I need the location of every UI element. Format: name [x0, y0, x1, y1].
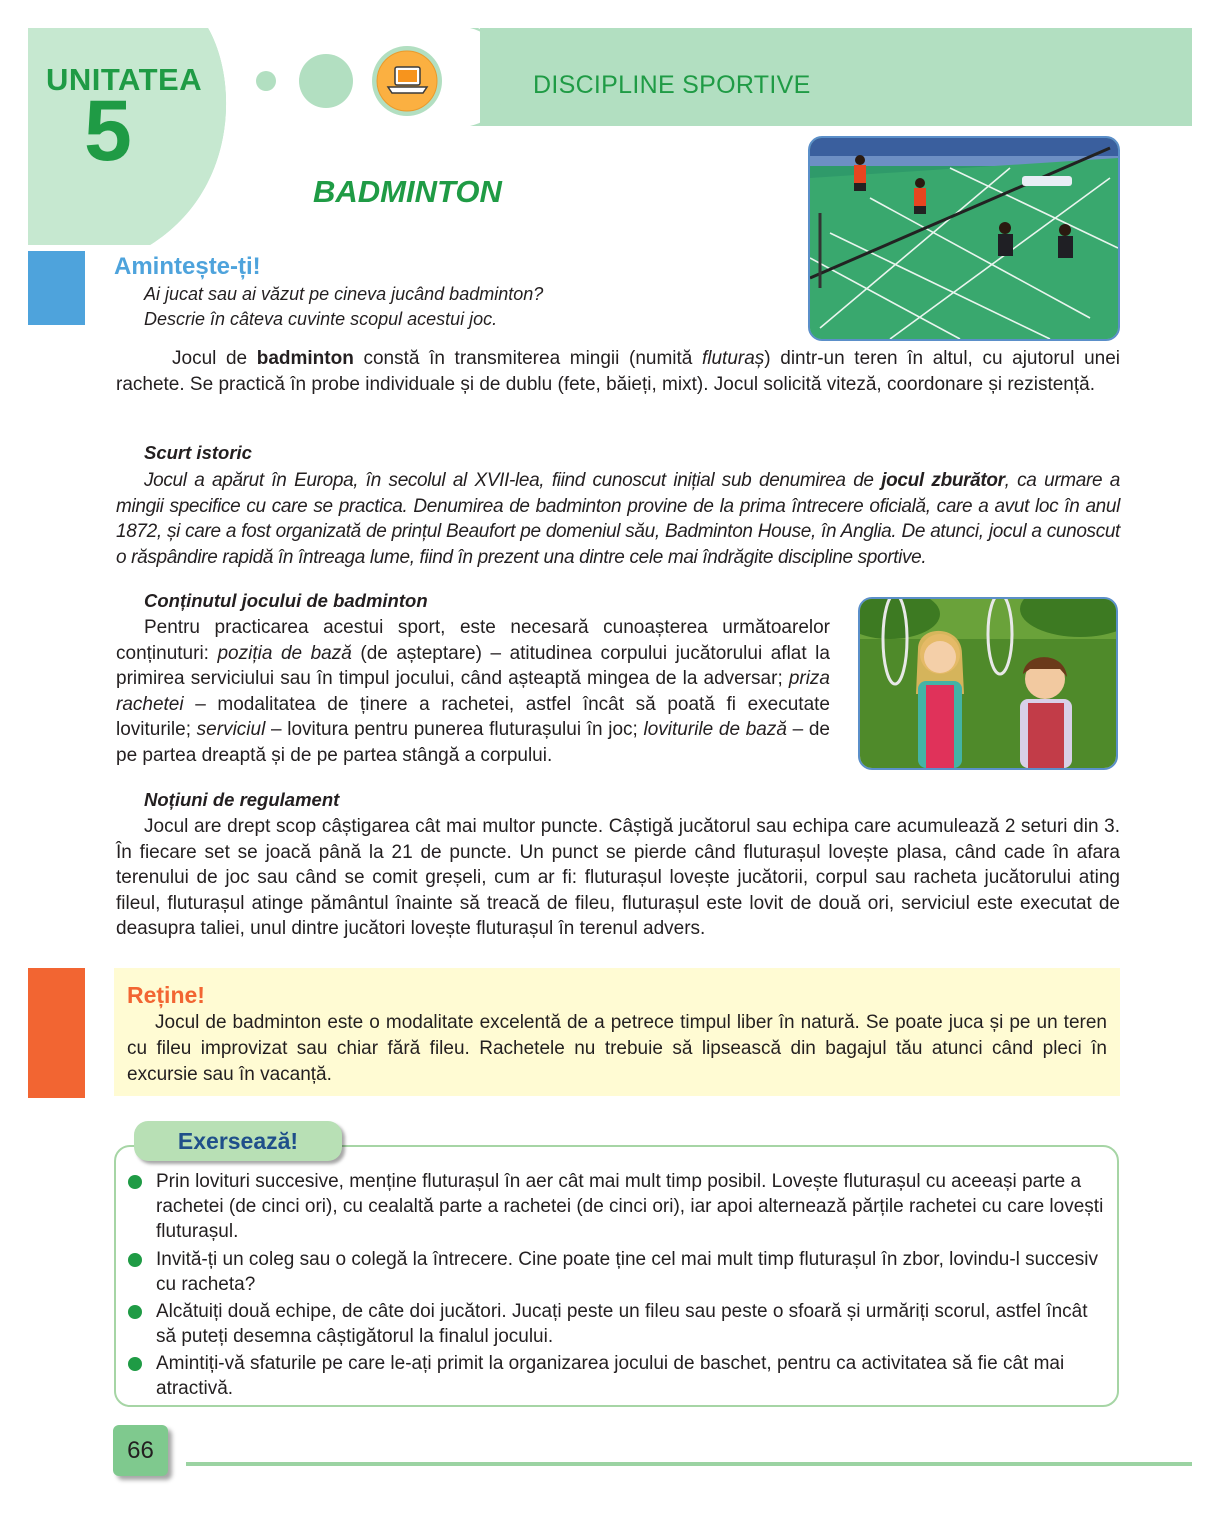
bullet-icon: [128, 1253, 142, 1267]
history-paragraph: Jocul a apărut în Europa, în secolul al XVII-lea, fiind cunoscut inițial sub denumirea de jocul zburător, ca urmare a mingii specifice cu care se practica. Denumirea de badminton provine de la prima întrecere oficială, care a avut loc în anul 1872, și care a fost organizată de prințul Beaufort pe domeniul său, Badminton House, în Anglia. De atunci, jocul a cunoscut o răspândire rapidă în întreaga lume, fiind în prezent una dintre cele mai îndrăgite discipline sportive.: [116, 470, 1120, 568]
bullet-icon: [128, 1305, 142, 1319]
retine-accent-bar: [28, 968, 85, 1098]
bullet-icon: [128, 1357, 142, 1371]
retine-title: Reține!: [127, 982, 205, 1008]
content-heading: Conținutul jocului de badminton: [144, 590, 428, 611]
remember-question: Ai jucat sau ai văzut pe cineva jucând badminton?: [144, 284, 544, 304]
unit-label: UNITATEA: [46, 62, 203, 97]
small-dot: [256, 71, 276, 91]
exercise-title: Exersează!: [134, 1121, 342, 1161]
exercise-item: Prin lovituri succesive, menține fluturașul în aer cât mai mult timp posibil. Lovește fluturașul cu aceeași parte a rachetei (de cinci ori), cu cealaltă parte a rachetei (de cinci ori), iar apoi alternează părțile rachetei cu care lovești fluturașul.: [156, 1171, 1104, 1242]
lesson-title: BADMINTON: [313, 174, 502, 209]
history-heading: Scurt istoric: [144, 442, 252, 463]
rules-heading: Noțiuni de regulament: [144, 789, 340, 810]
section-title: DISCIPLINE SPORTIVE: [533, 71, 811, 99]
medium-dot: [299, 54, 353, 108]
footer-rule: [186, 1462, 1192, 1466]
intro-paragraph: Jocul de badminton constă în transmiterea mingii (numită fluturaș) dintr-un teren în altul, cu ajutorul unei rachete. Se practică în probe individuale și de dublu (fete, băieți, mixt). Jocul solicită viteză, coordonare și rezistență.: [116, 348, 1120, 395]
badminton-court-photo: [808, 136, 1120, 341]
exercise-item: Amintiți-vă sfaturile pe care le-ați primit la organizarea jocului de baschet, pentru ca activitatea să fie cât mai atractivă.: [156, 1353, 1065, 1399]
page-number: 66: [113, 1425, 168, 1476]
content-paragraph: Pentru practicarea acestui sport, este necesară cunoașterea următoarelor conținuturi: poziția de bază (de așteptare) – atitudinea corpului jucătorului aflat la primirea serviciului sau în timpul jocului, când așteaptă mingea de la adversar; priza rachetei – modalitatea de ținere a rachetei, astfel încât să poată fi executate loviturile; serviciul – lovitura pentru punerea fluturașului în joc; loviturile de bază – de pe partea dreaptă și de pe partea stângă a corpului.: [116, 617, 830, 766]
retine-text: Jocul de badminton este o modalitate excelentă de a petrece timpul liber în natură. Se poate juca și pe un teren cu fileu improvizat sau chiar fără fileu. Rachetele nu trebuie să lipsească din bagajul tău atunci când pleci în excursie sau în vacanță.: [127, 1012, 1107, 1085]
kids-badminton-photo: [858, 597, 1118, 770]
laptop-icon: [377, 51, 437, 111]
unit-number: 5: [84, 83, 132, 179]
exercise-item: Alcătuiți două echipe, de câte doi jucători. Jucați peste un fileu sau peste o sfoară și urmăriți scorul, astfel încât să puteți desemna câștigătorul la finalul jocului.: [156, 1301, 1088, 1347]
rules-paragraph: Jocul are drept scop câștigarea cât mai multor puncte. Câștigă jucătorul sau echipa care acumulează 2 seturi din 3. În fiecare set se joacă până la 21 de puncte. Un punct se pierde când fluturașul lovește plasa, când cade în afara terenului de joc sau când se comit greșeli, cum ar fi: fluturașul lovește jucătorii, corpul sau racheta jucătorului ating fileul, fluturașul atinge pământul înainte să treacă de fileu, fluturașul este lovit de două ori, serviciul este executat de deasupra taliei, unul dintre jucători lovește fluturașul în terenul advers.: [116, 816, 1120, 939]
exercise-item: Invită-ți un coleg sau o colegă la întrecere. Cine poate ține cel mai mult timp fluturașul în zbor, lovindu-l succesiv cu racheta?: [156, 1249, 1099, 1295]
bullet-icon: [128, 1175, 142, 1189]
remember-question: Descrie în câteva cuvinte scopul acestui joc.: [144, 309, 498, 329]
remember-title: Amintește-ți!: [114, 253, 261, 280]
remember-accent-bar: [28, 251, 85, 325]
